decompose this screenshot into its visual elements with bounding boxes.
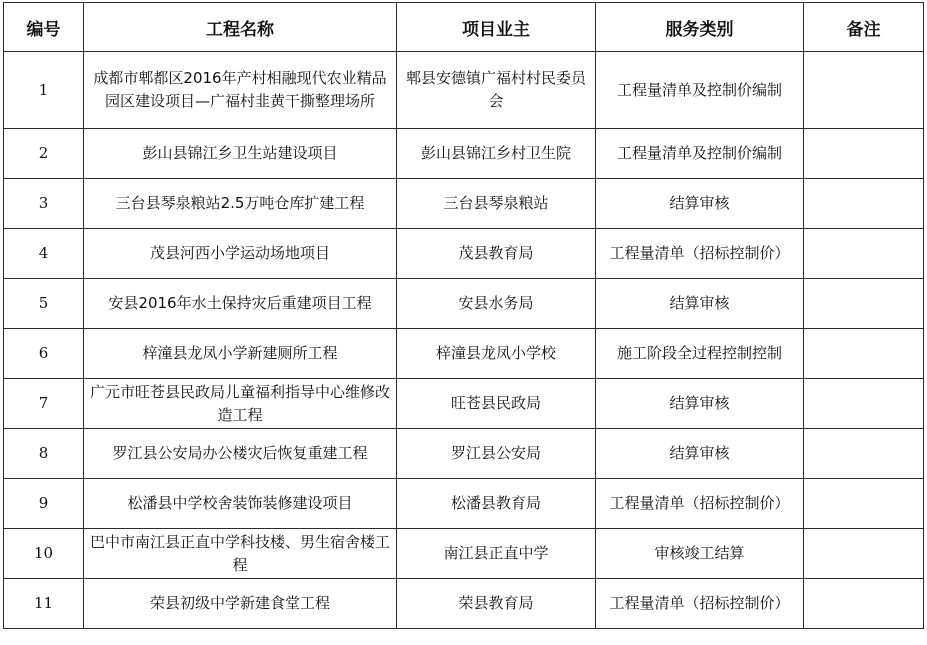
- cell-num[interactable]: 9: [4, 479, 84, 529]
- cell-service[interactable]: 工程量清单及控制价编制: [596, 129, 804, 179]
- cell-owner[interactable]: 罗江县公安局: [397, 429, 596, 479]
- cell-note[interactable]: [804, 479, 924, 529]
- cell-note[interactable]: [804, 529, 924, 579]
- cell-name[interactable]: 广元市旺苍县民政局儿童福利指导中心维修改造工程: [84, 379, 397, 429]
- cell-num[interactable]: 7: [4, 379, 84, 429]
- header-row: [4, 3, 924, 52]
- cell-num[interactable]: 8: [4, 429, 84, 479]
- cell-note[interactable]: [804, 429, 924, 479]
- cell-owner[interactable]: 郫县安德镇广福村村民委员会: [397, 52, 596, 129]
- cell-service[interactable]: 结算审核: [596, 379, 804, 429]
- cell-service[interactable]: 施工阶段全过程控制控制: [596, 329, 804, 379]
- header-owner[interactable]: 项目业主: [397, 3, 596, 52]
- table-row: [4, 379, 924, 429]
- table-row: [4, 429, 924, 479]
- cell-owner[interactable]: 旺苍县民政局: [397, 379, 596, 429]
- cell-service[interactable]: 结算审核: [596, 429, 804, 479]
- cell-num[interactable]: 5: [4, 279, 84, 329]
- cell-service[interactable]: 结算审核: [596, 179, 804, 229]
- cell-owner[interactable]: 松潘县教育局: [397, 479, 596, 529]
- cell-name[interactable]: 罗江县公安局办公楼灾后恢复重建工程: [84, 429, 397, 479]
- cell-num[interactable]: 2: [4, 129, 84, 179]
- cell-note[interactable]: [804, 52, 924, 129]
- cell-num[interactable]: 3: [4, 179, 84, 229]
- cell-name[interactable]: 安县2016年水土保持灾后重建项目工程: [84, 279, 397, 329]
- table-row: [4, 52, 924, 129]
- cell-num[interactable]: 10: [4, 529, 84, 579]
- table-row: [4, 179, 924, 229]
- cell-owner[interactable]: 荣县教育局: [397, 579, 596, 629]
- cell-service[interactable]: 工程量清单（招标控制价）: [596, 229, 804, 279]
- cell-num[interactable]: 4: [4, 229, 84, 279]
- cell-note[interactable]: [804, 179, 924, 229]
- header-num[interactable]: 编号: [4, 3, 84, 52]
- cell-service[interactable]: 工程量清单及控制价编制: [596, 52, 804, 129]
- cell-owner[interactable]: 茂县教育局: [397, 229, 596, 279]
- cell-note[interactable]: [804, 129, 924, 179]
- table-row: [4, 229, 924, 279]
- cell-service[interactable]: 工程量清单（招标控制价）: [596, 479, 804, 529]
- cell-name[interactable]: 彭山县锦江乡卫生站建设项目: [84, 129, 397, 179]
- header-service[interactable]: 服务类别: [596, 3, 804, 52]
- cell-owner[interactable]: 三台县琴泉粮站: [397, 179, 596, 229]
- cell-num[interactable]: 11: [4, 579, 84, 629]
- cell-service[interactable]: 结算审核: [596, 279, 804, 329]
- table-row: [4, 329, 924, 379]
- table-row: [4, 479, 924, 529]
- cell-name[interactable]: 松潘县中学校舍装饰装修建设项目: [84, 479, 397, 529]
- cell-name[interactable]: 茂县河西小学运动场地项目: [84, 229, 397, 279]
- cell-note[interactable]: [804, 579, 924, 629]
- cell-name[interactable]: 三台县琴泉粮站2.5万吨仓库扩建工程: [84, 179, 397, 229]
- cell-service[interactable]: 审核竣工结算: [596, 529, 804, 579]
- cell-owner[interactable]: 安县水务局: [397, 279, 596, 329]
- table-row: [4, 279, 924, 329]
- project-table: [3, 2, 924, 629]
- cell-note[interactable]: [804, 329, 924, 379]
- cell-owner[interactable]: 梓潼县龙凤小学校: [397, 329, 596, 379]
- table-row: [4, 129, 924, 179]
- cell-note[interactable]: [804, 379, 924, 429]
- cell-note[interactable]: [804, 229, 924, 279]
- cell-num[interactable]: 6: [4, 329, 84, 379]
- cell-service[interactable]: 工程量清单（招标控制价）: [596, 579, 804, 629]
- cell-owner[interactable]: 南江县正直中学: [397, 529, 596, 579]
- header-note[interactable]: 备注: [804, 3, 924, 52]
- cell-note[interactable]: [804, 279, 924, 329]
- table-row: [4, 529, 924, 579]
- cell-num[interactable]: 1: [4, 52, 84, 129]
- header-name[interactable]: 工程名称: [84, 3, 397, 52]
- cell-name[interactable]: 成都市郫都区2016年产村相融现代农业精品园区建设项目—广福村韭黄干撕整理场所: [84, 52, 397, 129]
- cell-owner[interactable]: 彭山县锦江乡村卫生院: [397, 129, 596, 179]
- table-row: [4, 579, 924, 629]
- cell-name[interactable]: 梓潼县龙凤小学新建厕所工程: [84, 329, 397, 379]
- cell-name[interactable]: 巴中市南江县正直中学科技楼、男生宿舍楼工程: [84, 529, 397, 579]
- cell-name[interactable]: 荣县初级中学新建食堂工程: [84, 579, 397, 629]
